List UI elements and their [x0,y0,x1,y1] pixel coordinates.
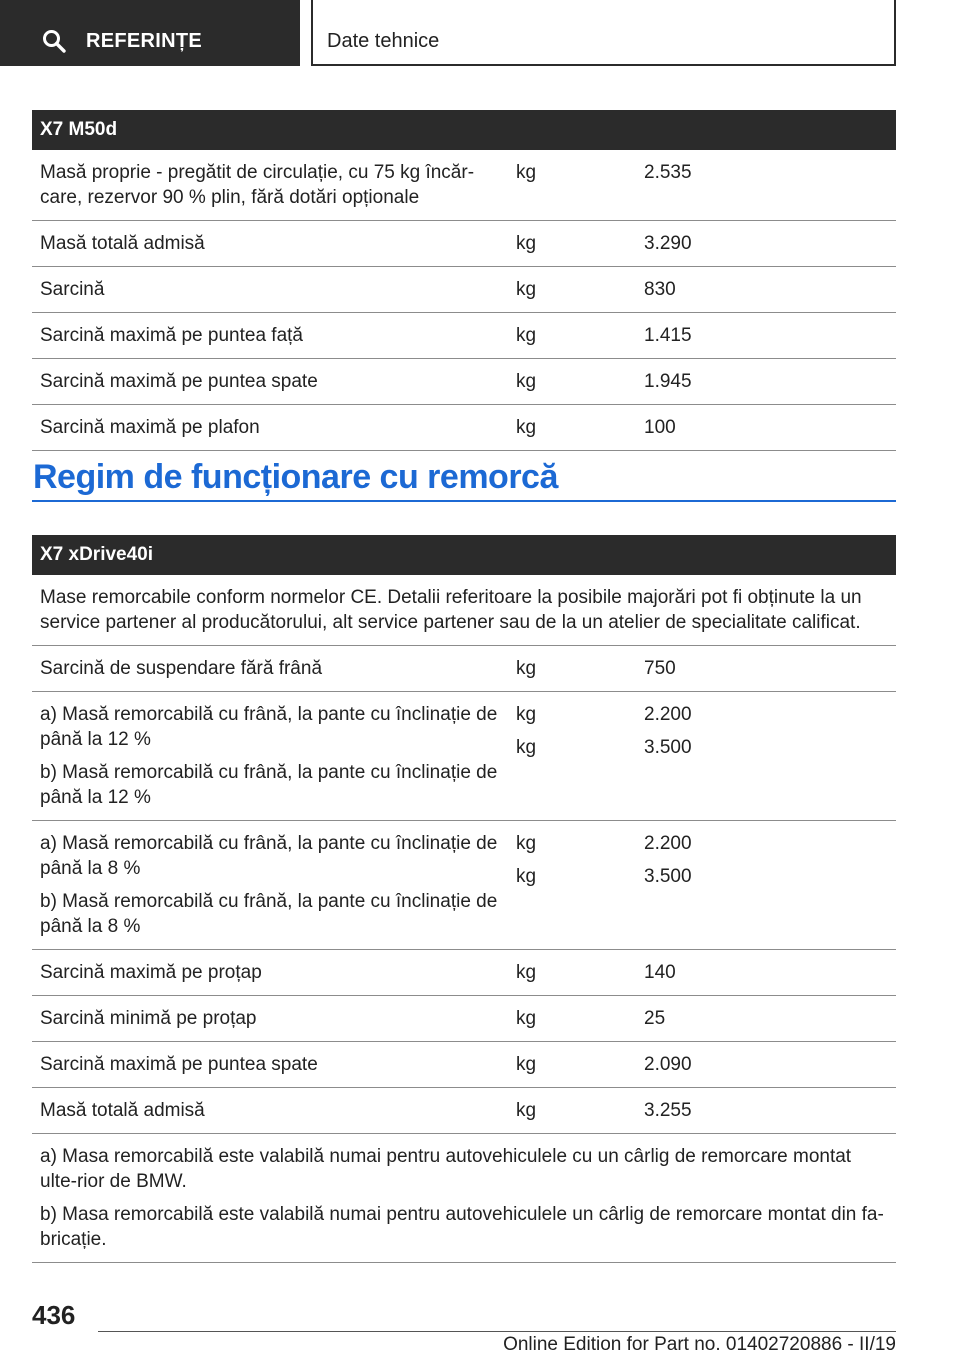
row-unit: kg [516,371,537,392]
table-row [32,313,896,359]
row-label: Sarcină minimă pe proțap [40,1008,257,1029]
row-value-b: 3.500 [644,737,692,758]
section-divider [32,500,896,502]
table-row [32,267,896,313]
row-unit: kg [516,1008,537,1029]
page-number: 436 [32,1300,76,1330]
weights-table-m50d [32,110,896,451]
row-unit-b: kg [516,737,537,758]
row-value: 100 [644,417,676,438]
row-label-a: a) Masă remorcabilă cu frână, la pante cu înclinație de până la 8 % [40,833,498,879]
note-a: a) Masa remorcabilă este valabilă numai pentru autovehiculele cu un cârlig de remorcare montat ulte-rior de BMW. [40,1146,852,1192]
table-row-12-percent [32,692,896,821]
row-value: 1.945 [644,371,692,392]
row-unit-a: kg [516,833,537,854]
table-row [32,405,896,451]
row-value-a: 2.200 [644,704,692,725]
chapter-tab[interactable] [311,0,896,66]
table-heading: X7 xDrive40i [32,535,896,575]
table-row [32,359,896,405]
row-unit-a: kg [516,704,537,725]
top-bar [0,0,960,66]
row-label-b: b) Masă remorcabilă cu frână, la pante cu înclinație de până la 8 % [40,891,498,937]
chapter-label: Date tehnice [327,30,440,52]
row-value: 3.255 [644,1100,692,1121]
row-label: Sarcină maximă pe plafon [40,417,260,438]
table-row [32,221,896,267]
row-label-a: a) Masă remorcabilă cu frână, la pante cu înclinație de până la 12 % [40,704,498,750]
row-unit: kg [516,1100,537,1121]
row-label: Sarcină maximă pe proțap [40,962,262,983]
row-value-b: 3.500 [644,866,692,887]
row-label: Sarcină de suspendare fără frână [40,658,323,679]
table-row [32,1042,896,1088]
row-label: Masă proprie - pregătit de circulație, cu 75 kg încăr-care, rezervor 90 % plin, fără dotări opționale [40,162,475,208]
table-row [32,646,896,692]
table-row [32,996,896,1042]
note-b: b) Masa remorcabilă este valabilă numai pentru autovehiculele un cârlig de remorcare montat din fa-bricație. [40,1204,884,1250]
table-intro-row [32,575,896,646]
references-tab[interactable] [0,0,300,66]
row-label: Sarcină maximă pe puntea spate [40,371,318,392]
row-value: 140 [644,962,676,983]
table-row [32,1088,896,1134]
search-icon [42,29,66,53]
row-unit: kg [516,233,537,254]
row-value-a: 2.200 [644,833,692,854]
row-label-b: b) Masă remorcabilă cu frână, la pante cu înclinație de până la 12 % [40,762,498,808]
row-value: 3.290 [644,233,692,254]
row-unit: kg [516,279,537,300]
row-label: Sarcină [40,279,105,300]
row-value: 750 [644,658,676,679]
row-value: 830 [644,279,676,300]
section-title: Regim de funcționare cu remorcă [33,458,558,496]
row-label: Masă totală admisă [40,1100,205,1121]
row-unit: kg [516,1054,537,1075]
row-label: Masă totală admisă [40,233,205,254]
row-value: 1.415 [644,325,692,346]
edition-text: Online Edition for Part no. 01402720886 - II/19 [503,1334,896,1355]
footer-divider [98,1331,896,1332]
row-unit: kg [516,417,537,438]
row-label: Sarcină maximă pe puntea spate [40,1054,318,1075]
row-unit: kg [516,962,537,983]
row-label: Sarcină maximă pe puntea față [40,325,303,346]
row-unit-b: kg [516,866,537,887]
row-unit: kg [516,325,537,346]
references-label: REFERINȚE [86,30,203,52]
table-row-8-percent [32,821,896,950]
row-unit: kg [516,658,537,679]
table-row [32,950,896,996]
row-unit: kg [516,162,537,183]
row-value: 2.090 [644,1054,692,1075]
trailer-table-xdrive40i [32,535,896,1263]
table-notes-row [32,1134,896,1263]
intro-text: Mase remorcabile conform normelor CE. Detalii referitoare la posibile majorări pot fi obținute la un service partener al producătorului, alt service partener sau de la un atelier de specialitate calificat. [40,587,862,633]
row-value: 2.535 [644,162,692,183]
table-heading: X7 M50d [32,110,896,150]
row-value: 25 [644,1008,666,1029]
table-row [32,150,896,221]
